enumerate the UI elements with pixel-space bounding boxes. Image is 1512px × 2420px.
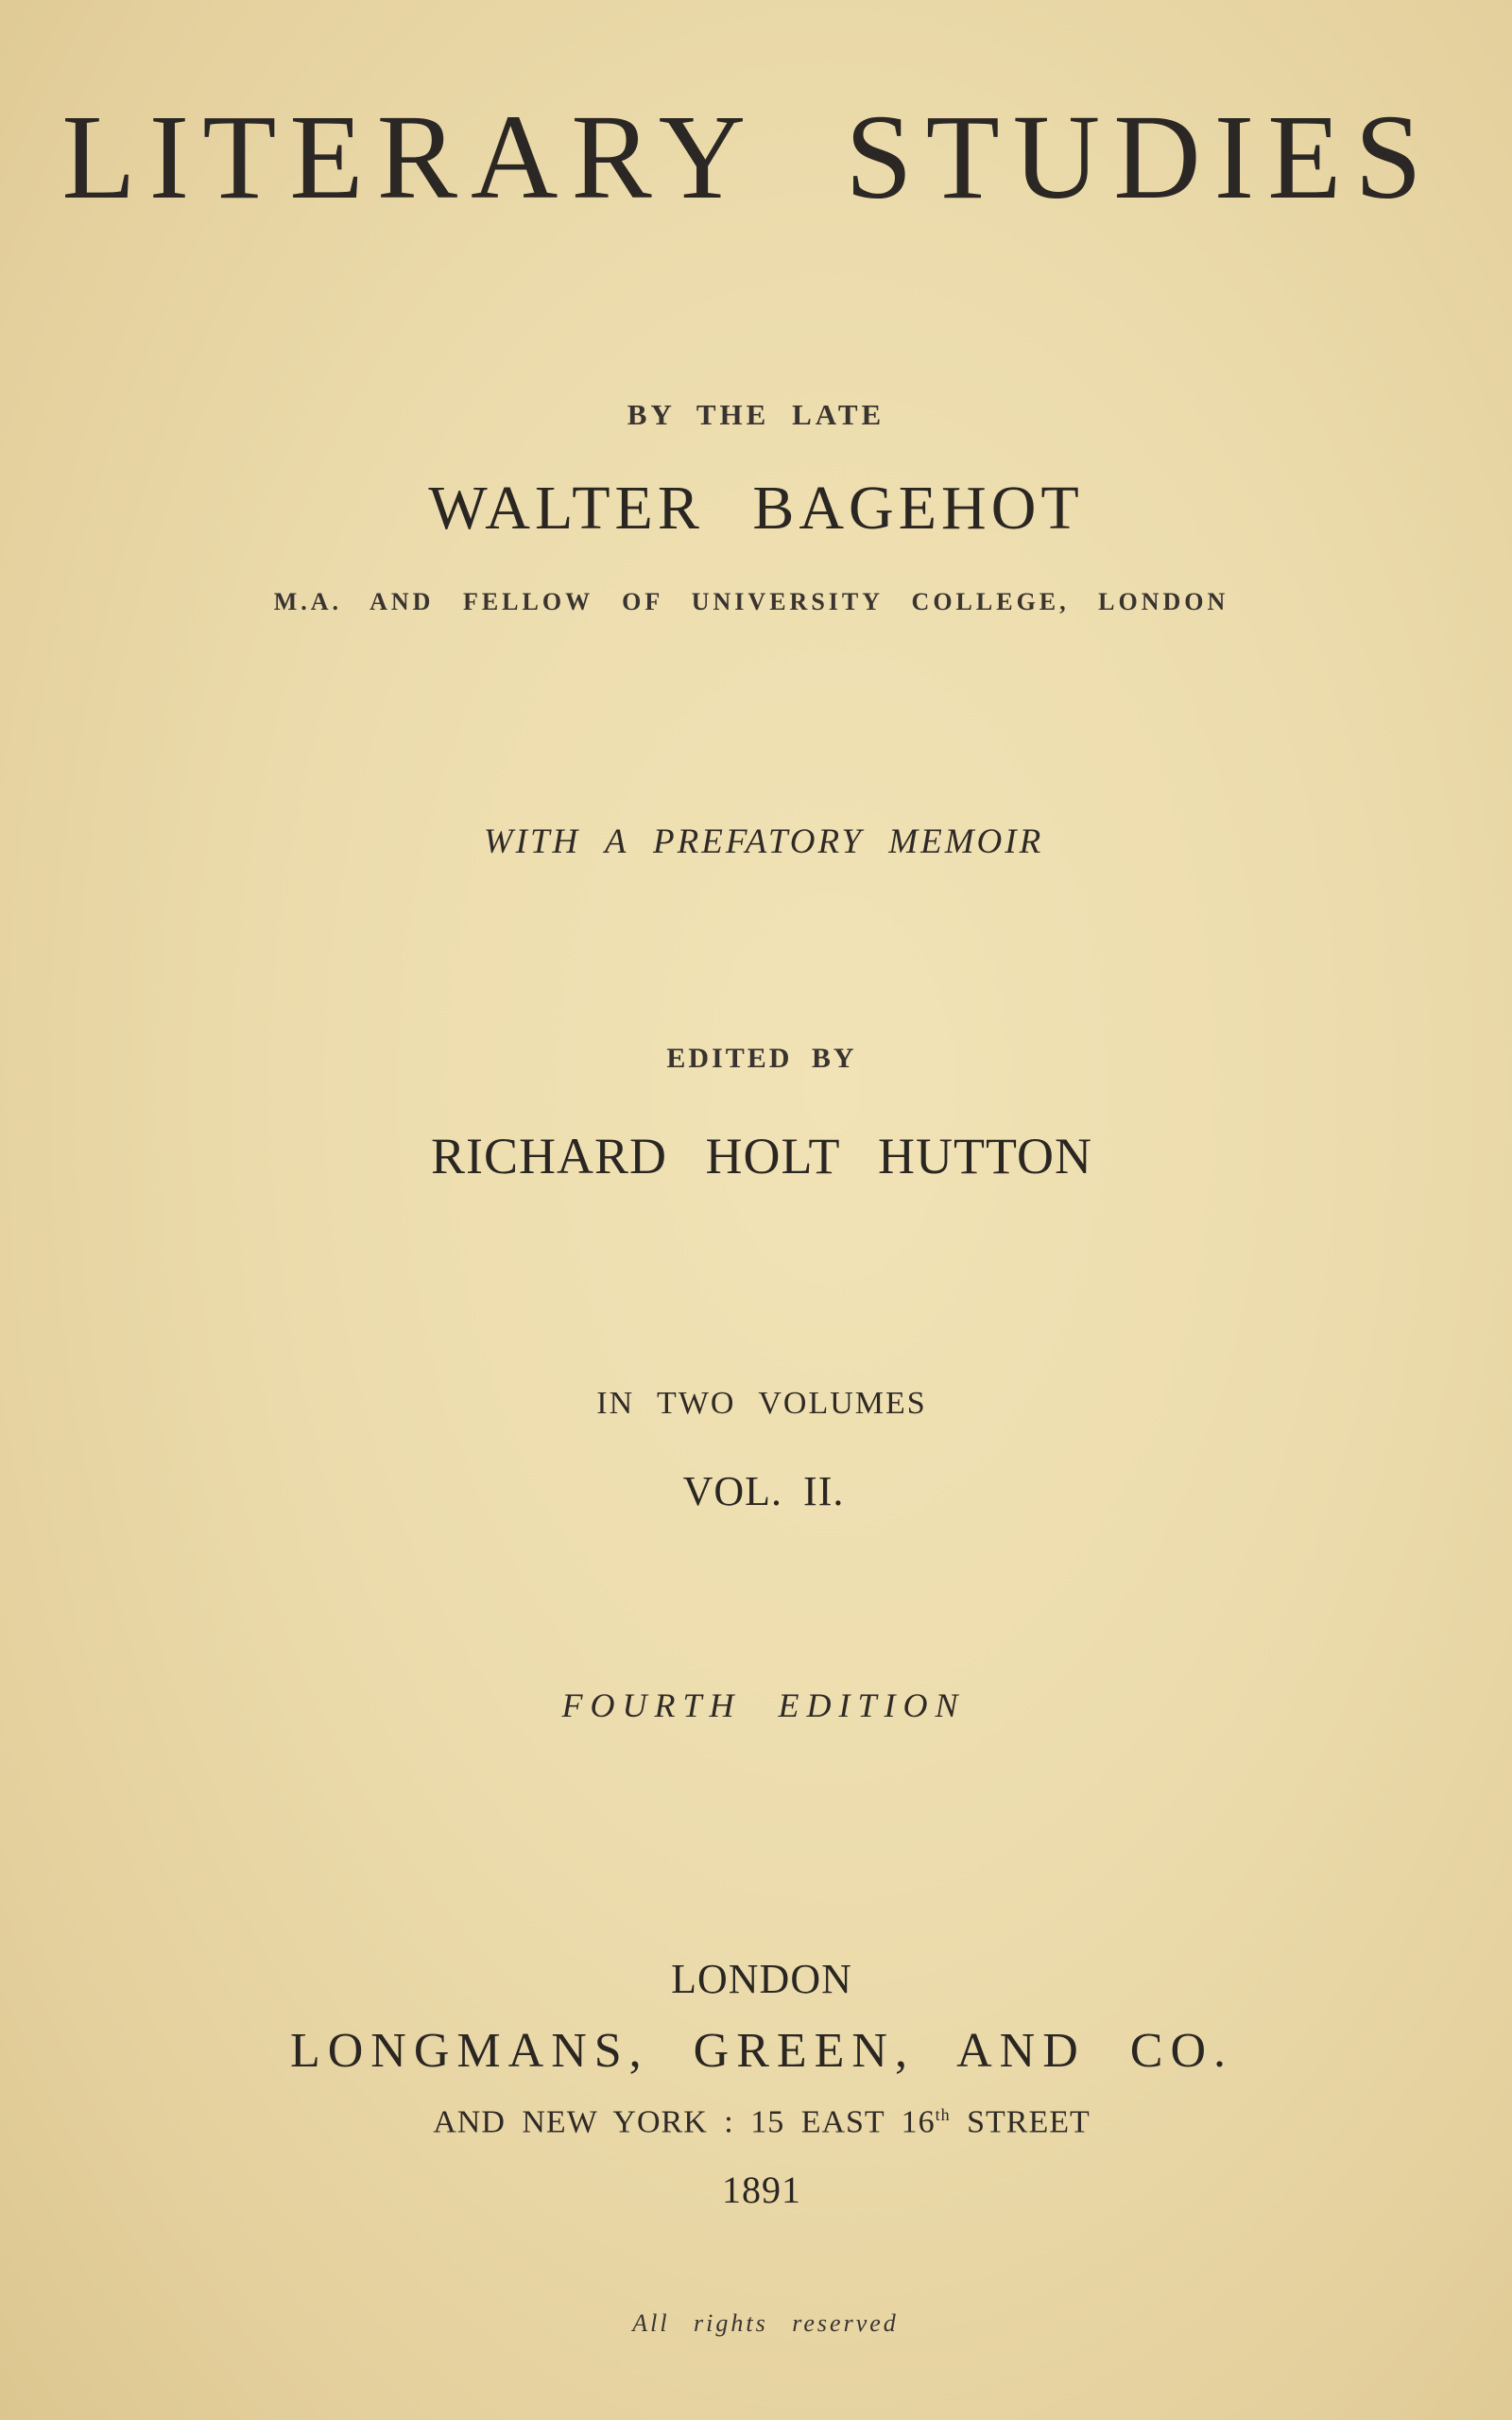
editor-name: RICHARD HOLT HUTTON: [430, 1128, 1093, 1184]
address-superscript: th: [935, 2105, 951, 2124]
edited-by-label: EDITED BY: [666, 1043, 857, 1074]
book-title: LITERARY STUDIES: [61, 90, 1435, 224]
author-credentials: M.A. AND FELLOW OF UNIVERSITY COLLEGE, LONDON: [273, 588, 1229, 615]
address-prefix: AND NEW YORK : 15 EAST 16: [433, 2104, 936, 2140]
memoir-note: WITH A PREFATORY MEMOIR: [483, 822, 1044, 861]
address-suffix: STREET: [950, 2104, 1091, 2140]
rights-notice: All rights reserved: [632, 2309, 899, 2337]
publisher-address: [6, 2106, 1512, 2138]
byline: BY THE LATE: [627, 398, 885, 431]
publication-year: 1891: [722, 2169, 801, 2211]
volume-number: VOL. II.: [682, 1468, 845, 1514]
volumes-note: IN TWO VOLUMES: [596, 1386, 927, 1421]
imprint-city: LONDON: [671, 1956, 852, 2002]
edition-label: FOURTH EDITION: [561, 1686, 966, 1724]
author-name: WALTER BAGEHOT: [428, 474, 1084, 543]
publisher-name: LONGMANS, GREEN, AND CO.: [289, 2024, 1234, 2078]
